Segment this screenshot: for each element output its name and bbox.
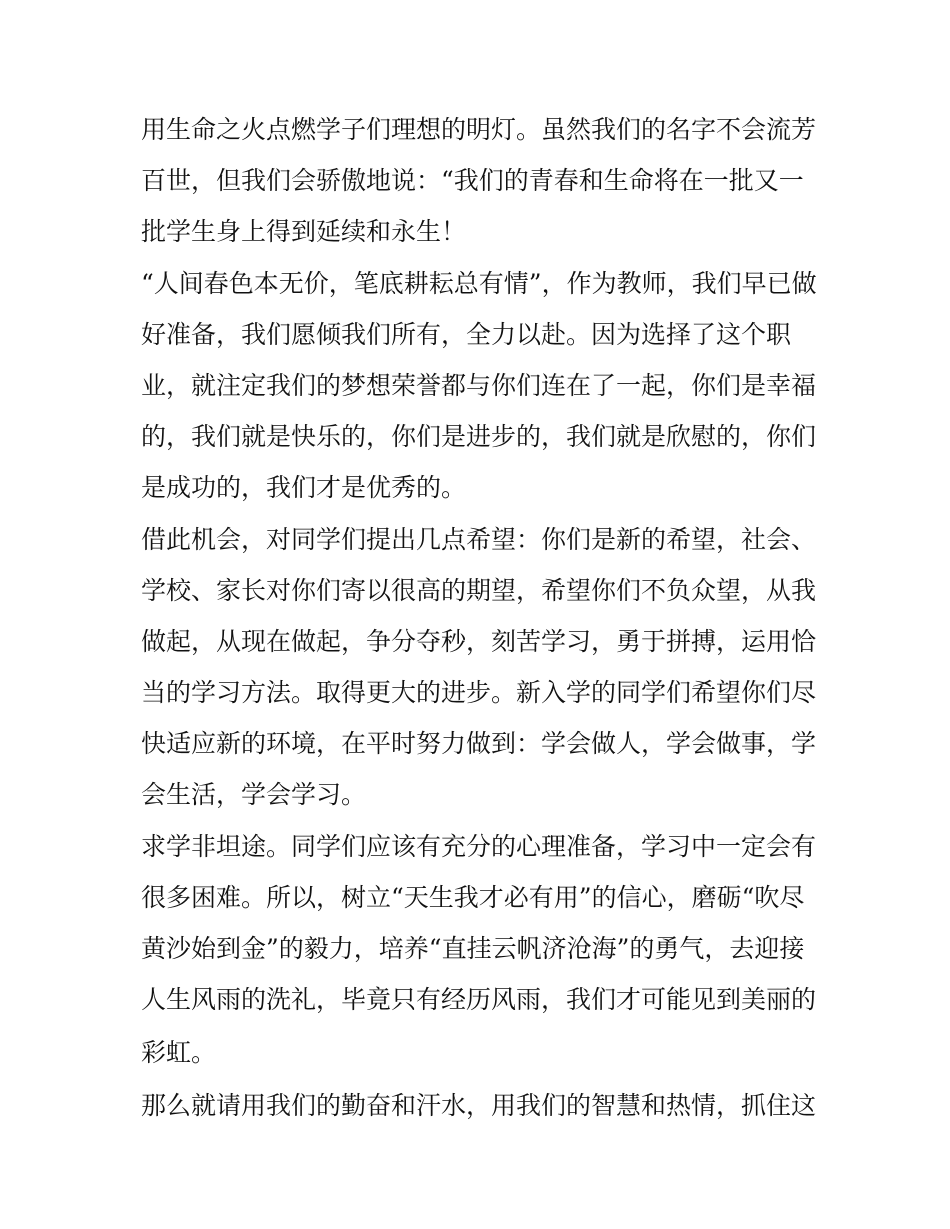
text-line: 很多困难。所以，树立“天生我才必有用”的信心，磨砺“吹尽 <box>141 882 805 912</box>
text-line: 好准备，我们愿倾我们所有，全力以赴。因为选择了这个职 <box>141 319 792 349</box>
text-line: 做起，从现在做起，争分夺秒，刻苦学习，勇于拼搏，运用恰 <box>141 626 817 656</box>
body-text <box>141 104 821 1132</box>
text-line: 业，就注定我们的梦想荣誉都与你们连在了一起，你们是幸福 <box>141 370 817 400</box>
text-line: 百世，但我们会骄傲地说：“我们的青春和生命将在一批又一 <box>141 166 804 196</box>
text-line: 那么就请用我们的勤奋和汗水，用我们的智慧和热情，抓住这 <box>141 1091 817 1121</box>
text-line: 用生命之火点燃学子们理想的明灯。虽然我们的名字不会流芳 <box>141 115 817 144</box>
text-line: 黄沙始到金”的毅力，培养“直挂云帆济沧海”的勇气，去迎接 <box>141 934 805 963</box>
text-line: 当的学习方法。取得更大的进步。新入学的同学们希望你们尽 <box>141 678 817 708</box>
text-line: 的，我们就是快乐的，你们是进步的，我们就是欣慰的，你们 <box>141 422 817 452</box>
text-line: 学校、家长对你们寄以很高的期望，希望你们不负众望，从我 <box>141 575 817 605</box>
text-line: 批学生身上得到延续和永生！ <box>141 217 467 247</box>
text-line: 会生活，学会学习。 <box>141 780 367 810</box>
text-line: “人间春色本无价，笔底耕耘总有情”，作为教师，我们早已做 <box>141 268 817 298</box>
text-line: 快适应新的环境，在平时努力做到：学会做人，学会做事，学 <box>141 729 817 759</box>
text-line: 借此机会，对同学们提出几点希望：你们是新的希望，社会、 <box>141 524 817 554</box>
text-line: 求学非坦途。同学们应该有充分的心理准备，学习中一定会有 <box>141 831 817 861</box>
text-line: 人生风雨的洗礼，毕竟只有经历风雨，我们才可能见到美丽的 <box>141 985 817 1015</box>
text-line: 彩虹。 <box>141 1038 217 1068</box>
text-line: 是成功的，我们才是优秀的。 <box>141 473 467 503</box>
